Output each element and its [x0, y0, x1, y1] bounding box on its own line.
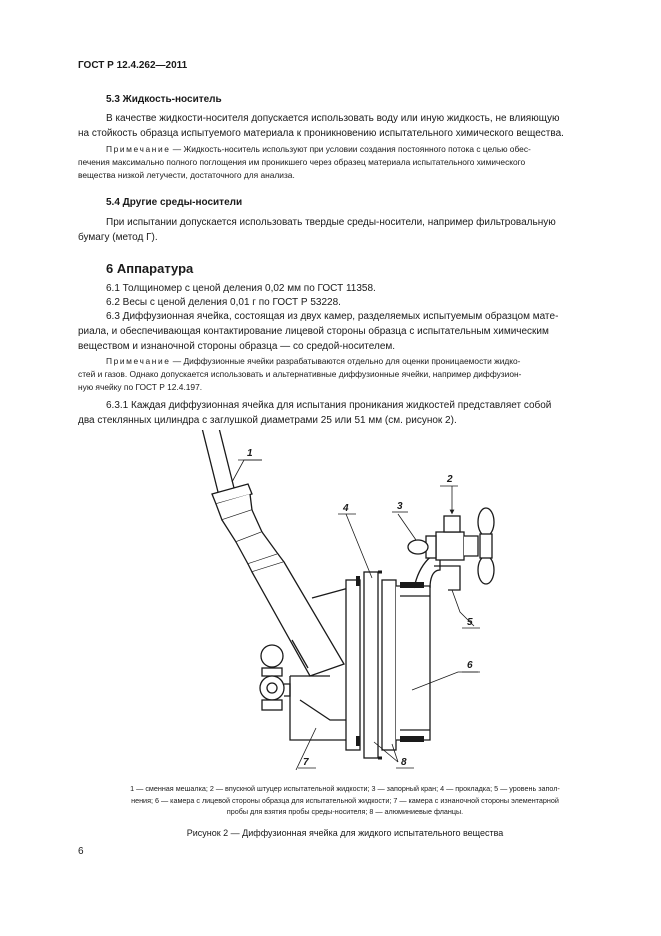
note-label: Примечание: [106, 144, 171, 154]
diffusion-cell-figure: [0, 430, 661, 770]
text-line: вещества низкой летучести, достаточного для анализа.: [78, 170, 295, 181]
figure-label-3: 3: [397, 501, 403, 512]
chamber-6: [396, 586, 430, 740]
item-6-3-1: [78, 398, 598, 428]
figure-label-2: 2: [447, 474, 453, 485]
text-line: — Диффузионные ячейки разрабатываются отдельно для оценки проницаемости жидко-: [170, 356, 521, 366]
text-line: 6.3 Диффузионная ячейка, состоящая из двух камер, разделяемых испытуемым образцом матe-: [106, 311, 559, 322]
section-5-3-heading: 5.3 Жидкость-носитель: [106, 94, 222, 105]
figure-title: Рисунок 2 — Диффузионная ячейка для жидкого испытательного вещества: [186, 828, 504, 838]
text-line: нения; 6 — камера с лицевой стороны образца для испытательной жидкости; 7 — камера с изнаночной стороны элементарной: [131, 795, 559, 805]
text-line: на стойкость образца испытуемого материала к проникновению испытательного химического вещества.: [78, 128, 564, 139]
text-line: 1 — сменная мешалка; 2 — впускной штуцер испытательной жидкости; 3 — запорный кран; 4 — прокладка; 5 — уровень запол-: [130, 784, 560, 793]
figure-label-1: 1: [247, 448, 253, 459]
section-6-note: [78, 355, 598, 395]
hatching: [400, 582, 424, 588]
note-label: Примечание: [106, 356, 171, 366]
figure-legend: [78, 783, 612, 818]
figure-label-5: 5: [467, 617, 473, 628]
section-5-3-paragraph: [78, 111, 598, 141]
text-line: пробы для взятия пробы среды-носителя; 8 — алюминиевые фланцы.: [226, 807, 464, 816]
figure-label-8: 8: [401, 757, 407, 768]
text-line: печения максимально полного поглощения им проникшего через образец материала испытательного химического: [78, 157, 526, 168]
figure-label-4: 4: [343, 503, 349, 514]
item-6-2: 6.2 Весы с ценой деления 0,01 г по ГОСТ Р 53228.: [106, 297, 341, 308]
inlet-fitting: [436, 532, 464, 560]
flange-middle: [364, 572, 378, 758]
section-6-heading: 6 Аппаратура: [106, 261, 194, 276]
section-5-4-heading: 5.4 Другие среды-носители: [106, 197, 243, 208]
hatching: [400, 736, 424, 742]
text-line: веществом и изнаночной стороны образца — со средой-носителем.: [78, 341, 396, 352]
item-6-1: 6.1 Толщиномер с ценой деления 0,02 мм по ГОСТ 11358.: [106, 283, 376, 294]
section-5-4-paragraph: [78, 215, 598, 245]
item-6-3: [78, 309, 598, 354]
text-line: риала, и обеспечивающая контактирование лицевой стороны образца с испытательным химическим: [78, 326, 549, 337]
figure-label-6: 6: [467, 660, 473, 671]
flange-left: [346, 580, 360, 750]
text-line: В качестве жидкости-носителя допускается использовать воду или иную жидкость, не влияющую: [106, 113, 560, 124]
figure-label-7: 7: [303, 757, 309, 768]
text-line: ную ячейку по ГОСТ Р 12.4.197.: [78, 382, 203, 393]
page-number: 6: [78, 846, 84, 857]
text-line: 6.3.1 Каждая диффузионная ячейка для испытания проникания жидкостей представляет собой: [106, 400, 552, 411]
text-line: бумагу (метод Г).: [78, 232, 158, 243]
text-line: стей и газов. Однако допускается использовать и альтернативные диффузионные ячейки, например диффузион-: [78, 369, 522, 380]
document-header: ГОСТ Р 12.4.262—2011: [78, 60, 188, 71]
text-line: При испытании допускается использовать твердые среды-носители, например фильтровальную: [106, 217, 556, 228]
text-line: два стеклянных цилиндра с заглушкой диаметрами 25 или 51 мм (см. рисунок 2).: [78, 415, 457, 426]
section-5-3-note: [78, 143, 598, 183]
text-line: — Жидкость-носитель используют при условии создания постоянного потока с целью обес-: [170, 144, 531, 154]
flange-right: [382, 580, 396, 750]
